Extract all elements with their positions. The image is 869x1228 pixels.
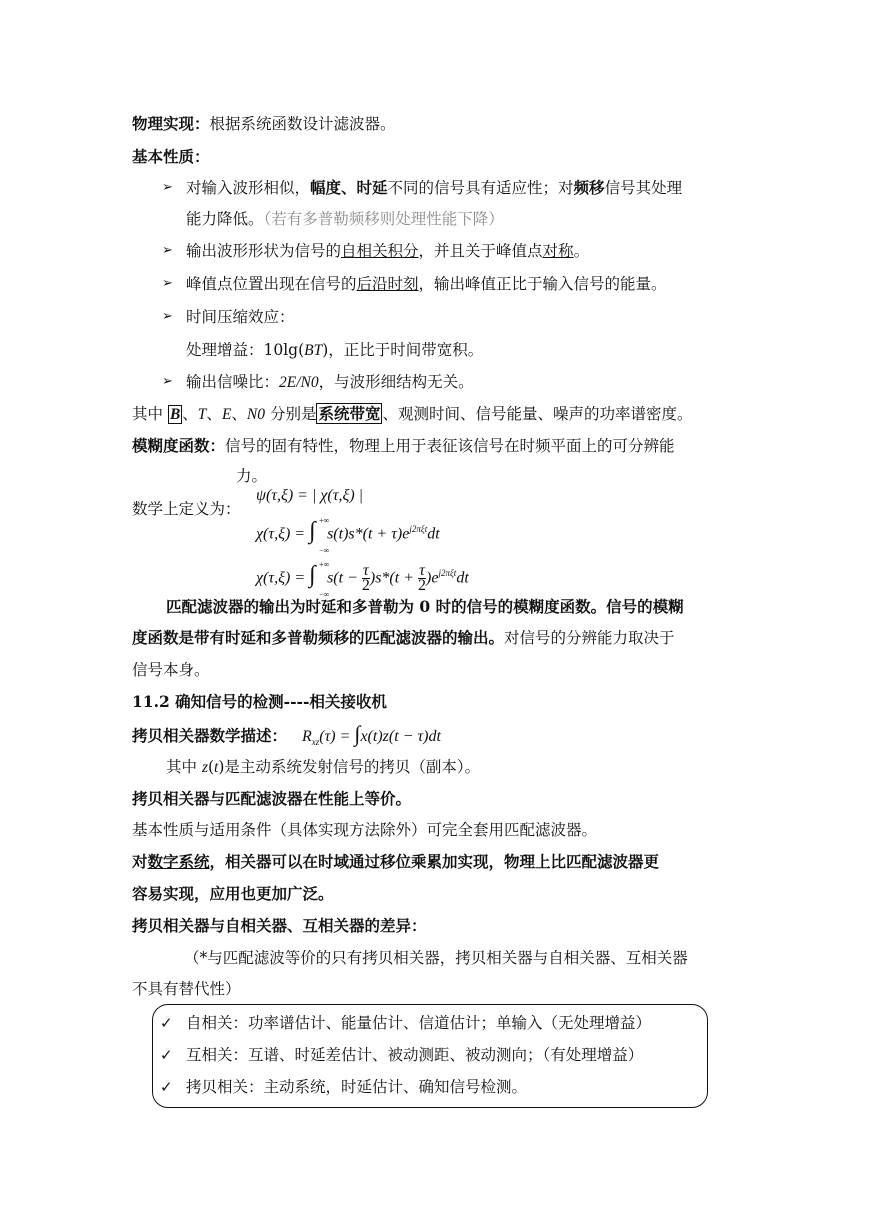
p-note-2: 不具有替代性） [132, 980, 241, 998]
bullet-1-line2: 能力降低。（若有多普勒频移则处理性能下降） [186, 210, 504, 228]
bullet-4-sub: 处理增益：10lg(BT)，正比于时间带宽积。 [186, 341, 484, 359]
arrow-bullet-icon: ➢ [162, 243, 173, 258]
eq-chi-1: χ(τ,ξ) = ∫ +∞ −∞ $s(t)s*(t + \tau)e^{j2\pi\xi t}dt$ [256, 516, 440, 556]
p-mf-output-2: 度函数是带有时延和多普勒频移的匹配滤波器的输出。对信号的分辨能力取决于 [132, 628, 675, 647]
label-basic-props: 基本性质： [132, 147, 210, 166]
bullet-5: 输出信噪比：2E/N0，与波形细结构无关。 [186, 373, 474, 391]
p-ambiguity: 模糊度函数：信号的固有特性，物理上用于表征该信号在时频平面上的可分辨能 [132, 436, 675, 455]
check-icon: ✓ [160, 1046, 173, 1064]
p-mf-output-3: 信号本身。 [132, 661, 210, 679]
bullet-1: 对输入波形相似，幅度、时延不同的信号具有适应性；对频移信号其处理 [186, 178, 683, 197]
label-physical: 物理实现： [132, 114, 210, 133]
list-item: 互相关：互谱、时延差估计、被动测距、被动测向；（有处理增益） [186, 1046, 644, 1064]
p-physical-impl: 物理实现：根据系统函数设计滤波器。 [132, 114, 396, 133]
bullet-3: 峰值点位置出现在信号的后沿时刻，输出峰值正比于输入信号的能量。 [186, 275, 667, 293]
arrow-bullet-icon: ➢ [162, 309, 173, 324]
bullet-2: 输出波形形状为信号的自相关积分，并且关于峰值点对称。 [186, 242, 590, 260]
list-item: 自相关：功率谱估计、能量估计、信道估计；单输入（无处理增益） [186, 1014, 652, 1032]
boxed-B: B [169, 406, 181, 423]
boxed-bandwidth: 系统带宽 [318, 404, 381, 423]
p-params: 其中 B 、T、E、N0 分别是 系统带宽 、观测时间、信号能量、噪声的功率谱密度。 [132, 404, 693, 423]
p-digital-1: 对数字系统，相关器可以在时域通过移位乘累加实现，物理上比匹配滤波器更 [132, 852, 660, 871]
p-basic-apply: 基本性质与适用条件（具体实现方法除外）可完全套用匹配滤波器。 [132, 821, 598, 839]
label-math-def: 数学上定义为： [132, 500, 241, 518]
check-icon: ✓ [160, 1078, 173, 1096]
bullet-4: 时间压缩效应： [186, 308, 295, 326]
arrow-bullet-icon: ➢ [162, 374, 173, 389]
eq-psi: ψ(τ,ξ) = | χ(τ,ξ) | [256, 487, 364, 504]
p-mf-output-1: 匹配滤波器的输出为时延和多普勒为 0 时的信号的模糊度函数。信号的模糊 [166, 597, 684, 616]
p-digital-2: 容易实现，应用也更加广泛。 [132, 884, 334, 903]
list-item: 拷贝相关：主动系统，时延估计、确知信号检测。 [186, 1078, 528, 1096]
p-ambiguity-line2: 力。 [236, 467, 268, 485]
eq-chi-2: χ(τ,ξ) = ∫ +∞ −∞ s(t − $\frac{\tau}{2}$ )s*(t + $\frac{\tau}{2}$ )$e^{j2\pi\xi t}dt$ [256, 560, 469, 600]
p-copy-def: 其中 z(t)是主动系统发射信号的拷贝（副本）。 [166, 758, 481, 776]
arrow-bullet-icon: ➢ [162, 180, 173, 195]
section-heading: 11.2 确知信号的检测----相关接收机 [132, 692, 387, 711]
p-equivalence: 拷贝相关器与匹配滤波器在性能上等价。 [132, 789, 412, 808]
p-differences: 拷贝相关器与自相关器、互相关器的差异： [132, 916, 427, 935]
check-icon: ✓ [160, 1014, 173, 1032]
arrow-bullet-icon: ➢ [162, 276, 173, 291]
p-copy-correlator-desc: 拷贝相关器数学描述： $R_{xz}(\tau) = \int x(t)z(t - \tau)dt$ [132, 721, 441, 748]
p-note-1: （*与匹配滤波等价的只有拷贝相关器，拷贝相关器与自相关器、互相关器 [184, 949, 688, 967]
